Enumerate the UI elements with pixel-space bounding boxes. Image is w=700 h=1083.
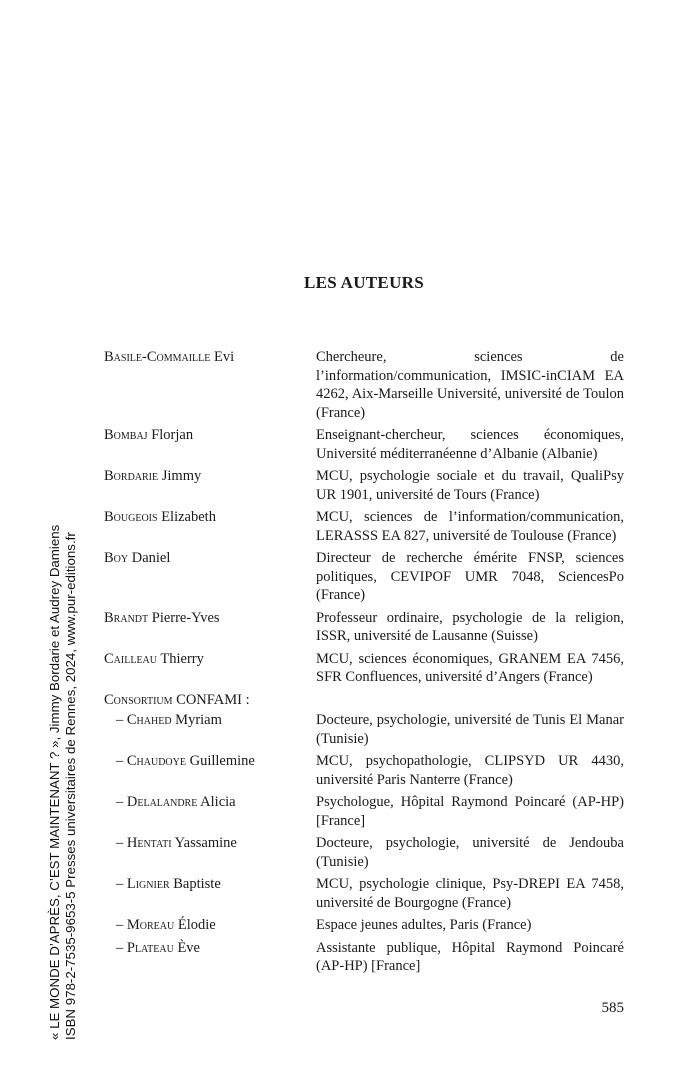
page-number: 585: [601, 1000, 624, 1016]
consortium-member: [104, 916, 624, 935]
member-name: – Moreau Élodie: [116, 917, 216, 933]
member-name: – Delalandre Alicia: [116, 794, 236, 810]
author-affiliation: Directeur de recherche émérite FNSP, sciences politiques, CEVIPOF UMR 7048, SciencesPo (France): [316, 550, 624, 603]
member-affiliation: Docteure, psychologie, université de Jendouba (Tunisie): [316, 835, 624, 870]
author-affiliation: MCU, sciences économiques, GRANEM EA 7456, SFR Confluences, université d’Angers (France): [316, 650, 624, 685]
author-entry: [104, 549, 624, 605]
consortium-member: [104, 793, 624, 830]
member-name: – Plateau Ève: [116, 939, 200, 956]
consortium-header: [104, 691, 624, 710]
author-name: Bombaj Florjan: [104, 427, 194, 443]
author-affiliation: Chercheure, sciences de l’information/communication, IMSIC-inCIAM EA 4262, Aix-Marseille Université, université de Toulon (France): [316, 349, 624, 421]
author-affiliation: MCU, sciences de l’information/communication, LERASSS EA 827, université de Toulouse (France): [316, 509, 624, 544]
author-name: Cailleau Thierry: [104, 650, 204, 667]
author-entry: [104, 426, 624, 463]
consortium-member: [104, 752, 624, 789]
member-affiliation: Docteure, psychologie, université de Tunis El Manar (Tunisie): [316, 712, 624, 747]
consortium-member: [104, 939, 624, 976]
side-note-line-2: ISBN 978-2-7535-9653-5 Presses universitaires de Rennes, 2024, www.pur-editions.fr: [63, 532, 78, 1040]
member-affiliation: Assistante publique, Hôpital Raymond Poincaré (AP-HP) [France]: [316, 939, 624, 974]
author-entry: [104, 609, 624, 646]
member-affiliation: Espace jeunes adultes, Paris (France): [316, 917, 532, 933]
author-name: Bougeois Elizabeth: [104, 509, 216, 525]
author-name: Brandt Pierre-Yves: [104, 609, 220, 626]
member-name: – Hentati Yassamine: [116, 835, 237, 851]
author-name: Bordarie Jimmy: [104, 468, 202, 484]
author-affiliation: Professeur ordinaire, psychologie de la religion, ISSR, université de Lausanne (Suisse): [316, 609, 624, 644]
side-note-line-1: « LE MONDE D’APRÈS, C’EST MAINTENANT ? », Jimmy Bordarie et Audrey Damiens: [47, 524, 62, 1040]
author-affiliation: MCU, psychologie sociale et du travail, QualiPsy UR 1901, université de Tours (France): [316, 468, 624, 503]
author-entry: [104, 508, 624, 545]
author-entry: [104, 348, 624, 422]
member-affiliation: MCU, psychologie clinique, Psy-DREPI EA 7458, université de Bourgogne (France): [316, 876, 624, 911]
member-affiliation: Psychologue, Hôpital Raymond Poincaré (AP-HP) [France]: [316, 794, 624, 829]
consortium-name: Consortium CONFAMI :: [104, 691, 250, 708]
member-name: – Lignier Baptiste: [116, 876, 221, 892]
author-affiliation: Enseignant-chercheur, sciences économiques, Université méditerranéenne d’Albanie (Albanie): [316, 427, 624, 462]
consortium-member: [104, 834, 624, 871]
authors-list: [104, 348, 624, 980]
author-entry: [104, 467, 624, 504]
member-name: – Chahed Myriam: [116, 712, 222, 728]
consortium-member: [104, 711, 624, 748]
member-name: – Chaudoye Guillemine: [116, 753, 255, 769]
member-affiliation: MCU, psychopathologie, CLIPSYD UR 4430, université Paris Nanterre (France): [316, 753, 624, 788]
author-name: Basile-Commaille Evi: [104, 349, 235, 365]
page-title: LES AUTEURS: [304, 273, 424, 292]
author-name: Boy Daniel: [104, 550, 171, 566]
copyright-side-note: [47, 40, 79, 1040]
consortium-member: [104, 875, 624, 912]
author-entry: [104, 650, 624, 687]
